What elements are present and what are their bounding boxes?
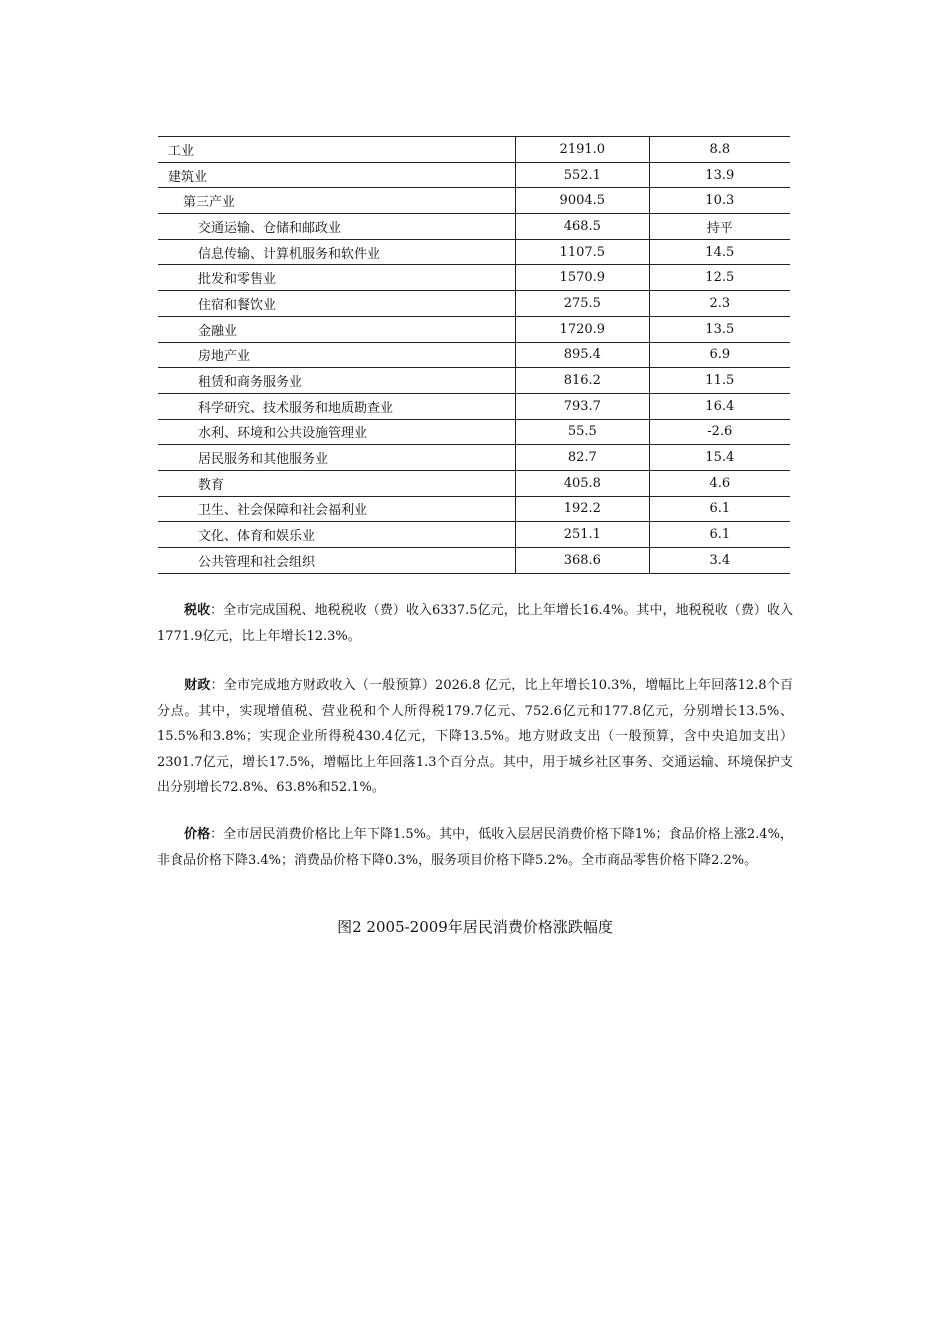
table-row [158, 445, 790, 471]
industry-name-cell: 第三产业 [158, 188, 516, 214]
figure-caption: 图2 2005-2009年居民消费价格涨跌幅度 [337, 918, 613, 936]
growth-cell: 持平 [649, 214, 790, 240]
tax-heading: 税收 [184, 603, 211, 618]
growth-cell: 14.5 [649, 239, 790, 265]
industry-name-cell: 公共管理和社会组织 [158, 548, 516, 574]
growth-cell: 6.1 [649, 496, 790, 522]
growth-cell: 3.4 [649, 548, 790, 574]
value-cell: 368.6 [516, 548, 650, 574]
industry-table-body [158, 137, 790, 574]
industry-name-cell: 居民服务和其他服务业 [158, 445, 516, 471]
table-row [158, 316, 790, 342]
table-row [158, 162, 790, 188]
industry-name-cell: 金融业 [158, 316, 516, 342]
industry-name-cell: 房地产业 [158, 342, 516, 368]
price-heading: 价格 [184, 827, 211, 842]
growth-cell: 12.5 [649, 265, 790, 291]
value-cell: 793.7 [516, 393, 650, 419]
growth-cell: 8.8 [649, 137, 790, 163]
tax-text: ：全市完成国税、地税税收（费）收入6337.5亿元，比上年增长16.4%。其中，地税税收（费）收入1771.9亿元，比上年增长12.3%。 [157, 603, 793, 644]
tax-paragraph [157, 598, 793, 649]
value-cell: 1720.9 [516, 316, 650, 342]
table-row [158, 188, 790, 214]
table-row [158, 419, 790, 445]
value-cell: 275.5 [516, 291, 650, 317]
industry-name-cell: 工业 [158, 137, 516, 163]
table-row [158, 470, 790, 496]
table-row [158, 239, 790, 265]
industry-name-cell: 教育 [158, 470, 516, 496]
table-row [158, 342, 790, 368]
table-row [158, 291, 790, 317]
growth-cell: 6.9 [649, 342, 790, 368]
value-cell: 1570.9 [516, 265, 650, 291]
value-cell: 405.8 [516, 470, 650, 496]
growth-cell: 11.5 [649, 368, 790, 394]
value-cell: 55.5 [516, 419, 650, 445]
industry-name-cell: 批发和零售业 [158, 265, 516, 291]
growth-cell: 4.6 [649, 470, 790, 496]
industry-name-cell: 租赁和商务服务业 [158, 368, 516, 394]
industry-name-cell: 信息传输、计算机服务和软件业 [158, 239, 516, 265]
price-paragraph [157, 822, 793, 873]
value-cell: 192.2 [516, 496, 650, 522]
industry-name-cell: 科学研究、技术服务和地质勘查业 [158, 393, 516, 419]
table-row [158, 265, 790, 291]
value-cell: 1107.5 [516, 239, 650, 265]
value-cell: 9004.5 [516, 188, 650, 214]
industry-name-cell: 水利、环境和公共设施管理业 [158, 419, 516, 445]
price-text: ：全市居民消费价格比上年下降1.5%。其中，低收入层居民消费价格下降1%；食品价格上涨2.4%，非食品价格下降3.4%；消费品价格下降0.3%，服务项目价格下降5.2%。全市商品零售价格下降2.2%。 [157, 827, 793, 868]
table-row [158, 368, 790, 394]
value-cell: 251.1 [516, 522, 650, 548]
table-row [158, 214, 790, 240]
growth-cell: 16.4 [649, 393, 790, 419]
industry-name-cell: 住宿和餐饮业 [158, 291, 516, 317]
table-row [158, 522, 790, 548]
table-row [158, 393, 790, 419]
growth-cell: -2.6 [649, 419, 790, 445]
industry-table [158, 136, 790, 574]
growth-cell: 6.1 [649, 522, 790, 548]
value-cell: 468.5 [516, 214, 650, 240]
industry-name-cell: 文化、体育和娱乐业 [158, 522, 516, 548]
value-cell: 82.7 [516, 445, 650, 471]
value-cell: 2191.0 [516, 137, 650, 163]
finance-heading: 财政 [184, 678, 211, 693]
industry-name-cell: 卫生、社会保障和社会福利业 [158, 496, 516, 522]
finance-paragraph [157, 673, 793, 801]
finance-text: ：全市完成地方财政收入（一般预算）2026.8 亿元，比上年增长10.3%，增幅比上年回落12.8个百分点。其中，实现增值税、营业税和个人所得税179.7亿元、752.6亿元和177.8亿元，分别增长13.5%、15.5%和3.8%；实现企业所得税430.4亿元，下降13.5%。地方财政支出（一般预算，含中央追加支出）2301.7亿元，增长17.5%，增幅比上年回落1.3个百分点。其中，用于城乡社区事务、交通运输、环境保护支出分别增长72.8%、63.8%和52.1%。 [157, 678, 793, 795]
growth-cell: 13.5 [649, 316, 790, 342]
growth-cell: 15.4 [649, 445, 790, 471]
value-cell: 552.1 [516, 162, 650, 188]
table-row [158, 496, 790, 522]
growth-cell: 13.9 [649, 162, 790, 188]
industry-name-cell: 建筑业 [158, 162, 516, 188]
table-row [158, 137, 790, 163]
growth-cell: 2.3 [649, 291, 790, 317]
value-cell: 816.2 [516, 368, 650, 394]
value-cell: 895.4 [516, 342, 650, 368]
industry-name-cell: 交通运输、仓储和邮政业 [158, 214, 516, 240]
table-row [158, 548, 790, 574]
growth-cell: 10.3 [649, 188, 790, 214]
